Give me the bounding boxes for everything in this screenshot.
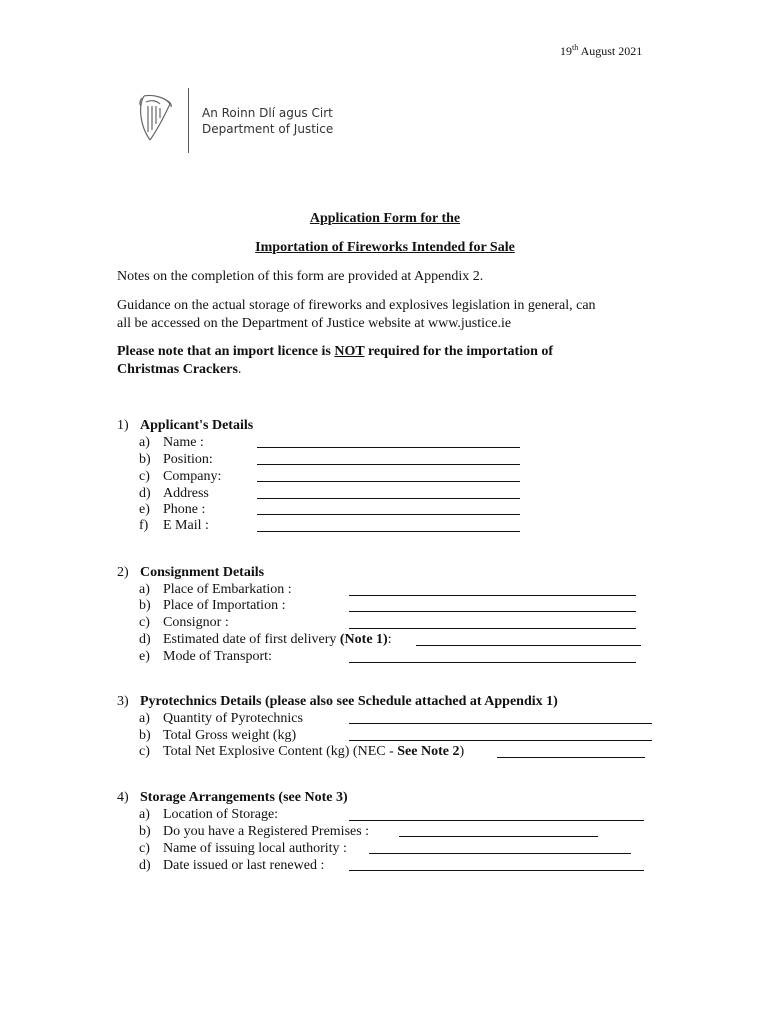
s1-name-label: Name : [163,435,204,450]
consignor-input-line[interactable] [349,628,636,629]
date-issued-input-line[interactable] [349,870,644,871]
s1-item-letter: b) [139,452,151,467]
importation-input-line[interactable] [349,611,636,612]
s2-consignor-label: Consignor : [163,615,229,630]
s1-company-label: Company: [163,469,222,484]
s2-transport-label: Mode of Transport: [163,649,272,664]
s2-item-letter: b) [139,598,151,613]
s2-delivery-date-label: Estimated date of first delivery (Note 1): [163,632,392,647]
section2-number: 2) [117,565,129,580]
section4-heading: Storage Arrangements (see Note 3) [140,790,348,805]
s4-date-issued-label: Date issued or last renewed : [163,858,325,873]
guidance-line2: all be accessed on the Department of Justice website at www.justice.ie [117,316,512,331]
quantity-input-line[interactable] [349,723,652,724]
section1-number: 1) [117,418,129,433]
position-input-line[interactable] [257,464,520,465]
s3-nec-label: Total Net Explosive Content (kg) (NEC - See Note 2) [163,744,465,759]
section1-heading: Applicant's Details [140,418,254,433]
section3-heading: Pyrotechnics Details (please also see Schedule attached at Appendix 1) [140,694,558,709]
name-input-line[interactable] [257,447,520,448]
address-input-line[interactable] [257,498,520,499]
notes-paragraph: Notes on the completion of this form are provided at Appendix 2. [117,269,484,284]
document-date: 19th August 2021 [560,43,643,58]
delivery-date-input-line[interactable] [416,645,641,646]
s2-item-letter: d) [139,632,151,647]
company-input-line[interactable] [257,481,520,482]
location-input-line[interactable] [349,820,644,821]
s2-item-letter: a) [139,582,150,597]
import-note-line1: Please note that an import licence is NOT required for the importation of [117,344,554,359]
s1-email-label: E Mail : [163,518,209,533]
s1-position-label: Position: [163,452,213,467]
s3-item-letter: a) [139,711,150,726]
s4-location-label: Location of Storage: [163,807,279,822]
guidance-line1: Guidance on the actual storage of fireworks and explosives legislation in general, can [117,298,596,313]
nec-input-line[interactable] [497,757,645,758]
section3-number: 3) [117,694,129,709]
phone-input-line[interactable] [257,514,520,515]
s1-phone-label: Phone : [163,502,206,517]
s2-item-letter: e) [139,649,150,664]
email-input-line[interactable] [257,531,520,532]
s2-importation-label: Place of Importation : [163,598,286,613]
department-logo-text [202,105,333,137]
s3-item-letter: c) [139,744,150,759]
s3-item-letter: b) [139,728,151,743]
s4-authority-label: Name of issuing local authority : [163,841,347,856]
import-note-line2: Christmas Crackers. [117,362,242,377]
section2-heading: Consignment Details [140,565,265,580]
s2-embarkation-label: Place of Embarkation : [163,582,292,597]
s1-item-letter: a) [139,435,150,450]
s1-item-letter: e) [139,502,150,517]
s1-item-letter: f) [139,518,149,533]
authority-input-line[interactable] [369,853,631,854]
harp-emblem-icon [136,92,176,144]
s3-quantity-label: Quantity of Pyrotechnics [163,711,303,726]
embarkation-input-line[interactable] [349,595,636,596]
form-title-line1: Application Form for the [309,211,461,226]
s3-gross-weight-label: Total Gross weight (kg) [163,728,297,743]
s4-premises-label: Do you have a Registered Premises : [163,824,370,839]
s1-item-letter: c) [139,469,150,484]
s2-item-letter: c) [139,615,150,630]
transport-input-line[interactable] [349,662,636,663]
logo-divider [188,88,189,153]
gross-weight-input-line[interactable] [349,740,652,741]
section4-number: 4) [117,790,129,805]
s1-address-label: Address [163,486,209,501]
s4-item-letter: d) [139,858,151,873]
s4-item-letter: a) [139,807,150,822]
s4-item-letter: c) [139,841,150,856]
s1-item-letter: d) [139,486,151,501]
form-title-line2: Importation of Fireworks Intended for Sale [255,240,515,255]
department-name-irish: An Roinn Dlí agus Cirt [202,106,333,120]
premises-input-line[interactable] [399,836,598,837]
department-name-english: Department of Justice [202,122,334,136]
s4-item-letter: b) [139,824,151,839]
